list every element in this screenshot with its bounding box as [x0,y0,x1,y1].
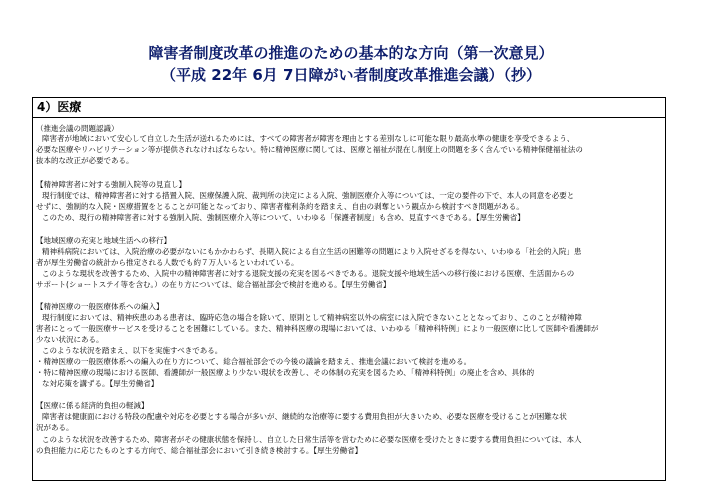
body-line: このような状況を踏まえ、以下を実施すべきである。 [42,346,223,355]
body-line: 障害者は健康面における特段の配慮や対応を必要とする場合が多いが、継続的な治療等に要する費用負担が大きいため、必要な医療を受けることが困難な状 [42,412,567,421]
body-line: 現行制度においては、精神疾患のある患者は、臨時応急の場合を除いて、原則として精神病室以外の病室には入院できないこととなっており、このことが精神障 [42,313,582,322]
subheading-recognition: （推進会議の問題認識） [36,124,119,133]
body-line: 抜本的な改正が必要である。 [36,156,134,165]
subheading-compulsory-admission: 【精神障害者に対する強制入院等の見直し】 [36,180,186,189]
body-line: 現行制度では、精神障害者に対する措置入院、医療保護入院、裁判所の決定による入院、強制医療介入等については、一定の要件の下で、本人の同意を必要と [42,191,575,200]
section-heading: 4）医療 [37,100,82,114]
bullet-item: ・特に精神医療の現場における医師、看護師が一般医療より少ない現状を改善し、その体制の充実を図るため、「精神科特例」の廃止を含め、具体的 [36,368,535,377]
document-title-line2: （平成 22年 6月 7日障がい者制度改革推進会議）（抄） [161,66,541,84]
document-title-line1: 障害者制度改革の推進のための基本的な方向（第一次意見） [148,44,554,62]
body-line: 少ない状況にある。 [36,335,104,344]
section-divider [32,117,666,118]
body-line: 者が厚生労働省の統計から推定される人数でも約７万人いるといわれている。 [36,258,299,267]
subheading-economic-burden: 【医療に係る経済的負担の軽減】 [36,401,149,410]
body-line: 必要な医療やリハビリテーション等が提供されなければならない。特に精神医療に関しては、医療と福祉が混在し制度上の問題を多く含んでいる精神保健福祉法の [36,145,583,154]
body-line: 精神科病院においては、入院治療の必要がないにもかかわらず、長期入院による自立生活の困難等の問題により入院せざるを得ない、いわゆる「社会的入院」患 [42,247,582,256]
body-line: な対応策を講ずる。【厚生労働省】 [42,379,159,388]
body-line: 害者にとって一般医療サービスを受けることを困難にしている。また、精神科医療の現場においては、いわゆる「精神科特例」により一般医療に比して医師や看護師が [36,324,599,333]
body-line: サポート(ショートステイ等を含む。）の在り方については、総合福祉部会で検討を進める。【厚生労働省】 [36,280,391,289]
body-line: せずに、強制的な入院・医療措置をとることが可能となっており、障害者権利条約を踏まえ、自由の剥奪という観点から検討すべき問題がある。 [36,202,524,211]
body-line: このため、現行の精神障害者に対する強制入院、強制医療介入等について、いわゆる「保護者制度」も含め、見直すべきである。【厚生労働省】 [42,213,525,222]
bullet-item: ・精神医療の一般医療体系への編入の在り方について、総合福祉部会での今後の議論を踏まえ、推進会議において検討を進める。 [36,357,472,366]
body-line: の負担能力に応じたものとする方向で、総合福祉部会において引き続き検討する。【厚生労働省】 [36,446,363,455]
body-line: このような状況を改善するため、障害者がその健康状態を保持し、自立した日常生活等を営むために必要な医療を受けたときに要する費用負担については、本人 [42,435,582,444]
subheading-community-care: 【地域医療の充実と地域生活への移行】 [36,236,171,245]
body-line: 障害者が地域において安心して自立した生活が送れるためには、すべての障害者が障害を理由とする差別なしに可能な限り最高水準の健康を享受できるよう、 [42,134,575,143]
body-line: 況がある。 [36,423,74,432]
subheading-general-medical-system: 【精神医療の一般医療体系への編入】 [36,302,164,311]
body-line: このような現状を改善するため、入院中の精神障害者に対する退院支援の充実を図るべきである。退院支援や地域生活への移行後における医療、生活面からの [42,269,575,278]
